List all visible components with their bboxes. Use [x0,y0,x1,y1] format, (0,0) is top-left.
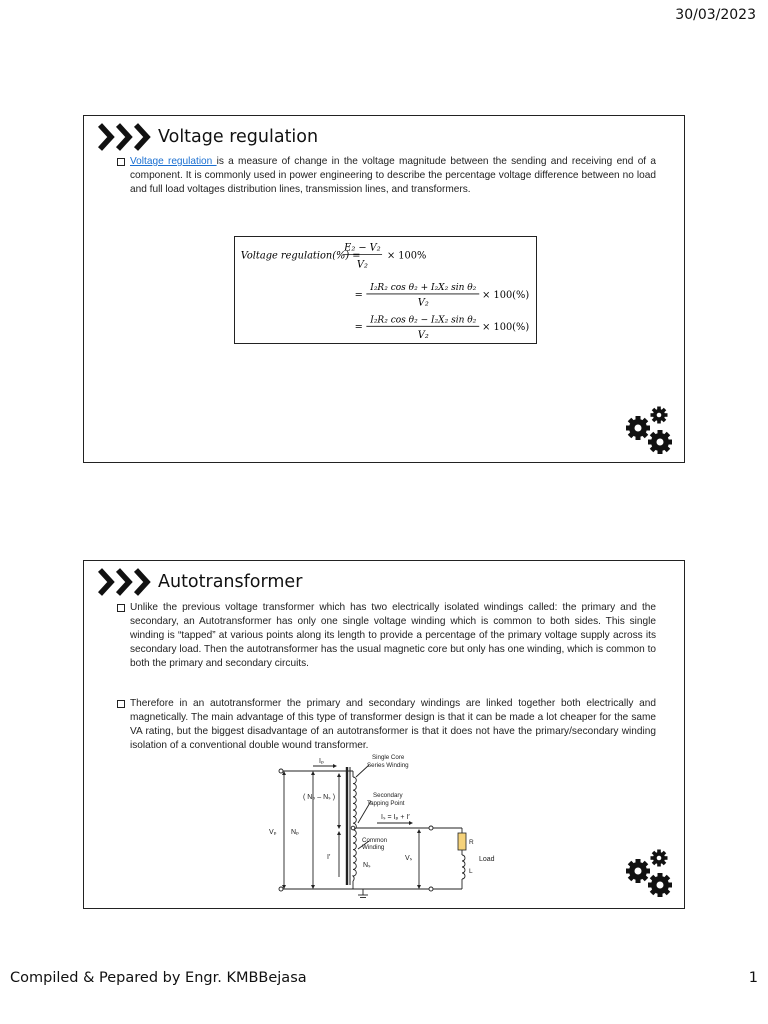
slide-voltage-regulation [83,115,685,463]
bullet-autotransformer-2 [130,697,656,753]
bullet-text: Unlike the previous voltage transformer which has two electrically isolated windings called: the primary and the secondary, an Autotransformer has only one single voltage winding which is common to both sides. This single winding is “tapped” at various points along its length to provide a percentage of the primary voltage supply across its secondary load. Then the autotransformer has the usual magnetic core but only has one winding, which is common to both the primary and secondary circuits. [130,602,656,669]
label-is-equation: Iₛ = Iₚ + I′ [381,814,410,821]
label-load: Load [479,856,495,863]
slide-autotransformer [83,560,685,909]
bullet-text: is a measure of change in the voltage magnitude between the sending and receiving end of a component. It is commonly used in power engineering to describe the percentage voltage difference between no load and full load voltages distribution lines, transmission lines, and transformers. [130,156,656,195]
formula-line3-tail: × 100(%) [482,322,530,334]
label-single-core-2: Series Winding [367,762,409,769]
chevron-arrows-icon [98,122,156,152]
gears-icon [624,849,674,899]
footer-credit: Compiled & Pepared by Engr. KMBBejasa [10,970,307,986]
slide-title-row [98,567,302,597]
slide-title-row [98,122,318,152]
slide-title: Voltage regulation [158,127,319,147]
label-ns: Nₛ [363,862,371,869]
bullet-voltage-regulation [130,155,656,197]
formula-line3-den: V₂ [417,330,429,342]
page-number: 1 [748,970,758,986]
label-np-ns: ( Nₚ – Nₛ ) [303,794,336,801]
bullet-autotransformer-1 [130,601,656,671]
resistor-symbol [458,833,466,850]
label-common-1: Common [362,837,388,844]
formula-line3-num: I₂R₂ cos θ₂ − I₂X₂ sin θ₂ [370,315,477,326]
label-ip: Iₚ [319,758,324,765]
label-l: L [469,868,473,875]
formula-line1-tail: × 100% [386,250,427,262]
checkbox-bullet-icon [117,604,125,612]
label-single-core-1: Single Core [372,754,405,761]
checkbox-bullet-icon [117,700,125,708]
formula-line2-den: V₂ [417,297,429,309]
autotransformer-circuit-diagram [269,753,501,901]
checkbox-bullet-icon [117,158,125,166]
label-vs: Vₛ [405,855,413,862]
label-vp: Vₚ [269,829,277,836]
formula-lhs: Voltage regulation(%) = [240,250,361,262]
header-date: 30/03/2023 [675,7,756,23]
label-secondary-1: Secondary [373,792,403,799]
formula-line2-num: I₂R₂ cos θ₂ + I₂X₂ sin θ₂ [370,283,477,293]
label-common-2: Winding [362,844,385,851]
slide-title: Autotransformer [158,572,303,592]
voltage-regulation-formula [234,236,537,344]
label-np: Nₚ [291,829,300,836]
bullet-text: Therefore in an autotransformer the primary and secondary windings are linked together both electrically and magnetically. The main advantage of this type of transformer design is that it can be made a lot cheaper for the same VA rating, but the biggest disadvantage of an autotransformer is that it does not have the primary/secondary winding isolation of a conventional double wound transformer. [130,698,656,751]
formula-line1-num: E₂ − V₂ [344,242,381,254]
formula-line3-equals: = [354,322,363,334]
formula-line2-equals: = [354,289,363,301]
label-secondary-2: Tapping Point [367,800,405,807]
voltage-regulation-link[interactable]: Voltage regulation [130,156,217,167]
label-r: R [469,839,474,846]
formula-line2-tail: × 100(%) [482,289,530,301]
chevron-arrows-icon [98,567,156,597]
formula-line1-den: V₂ [356,259,368,271]
gears-icon [624,406,674,456]
label-i-prime: I′ [327,854,331,861]
